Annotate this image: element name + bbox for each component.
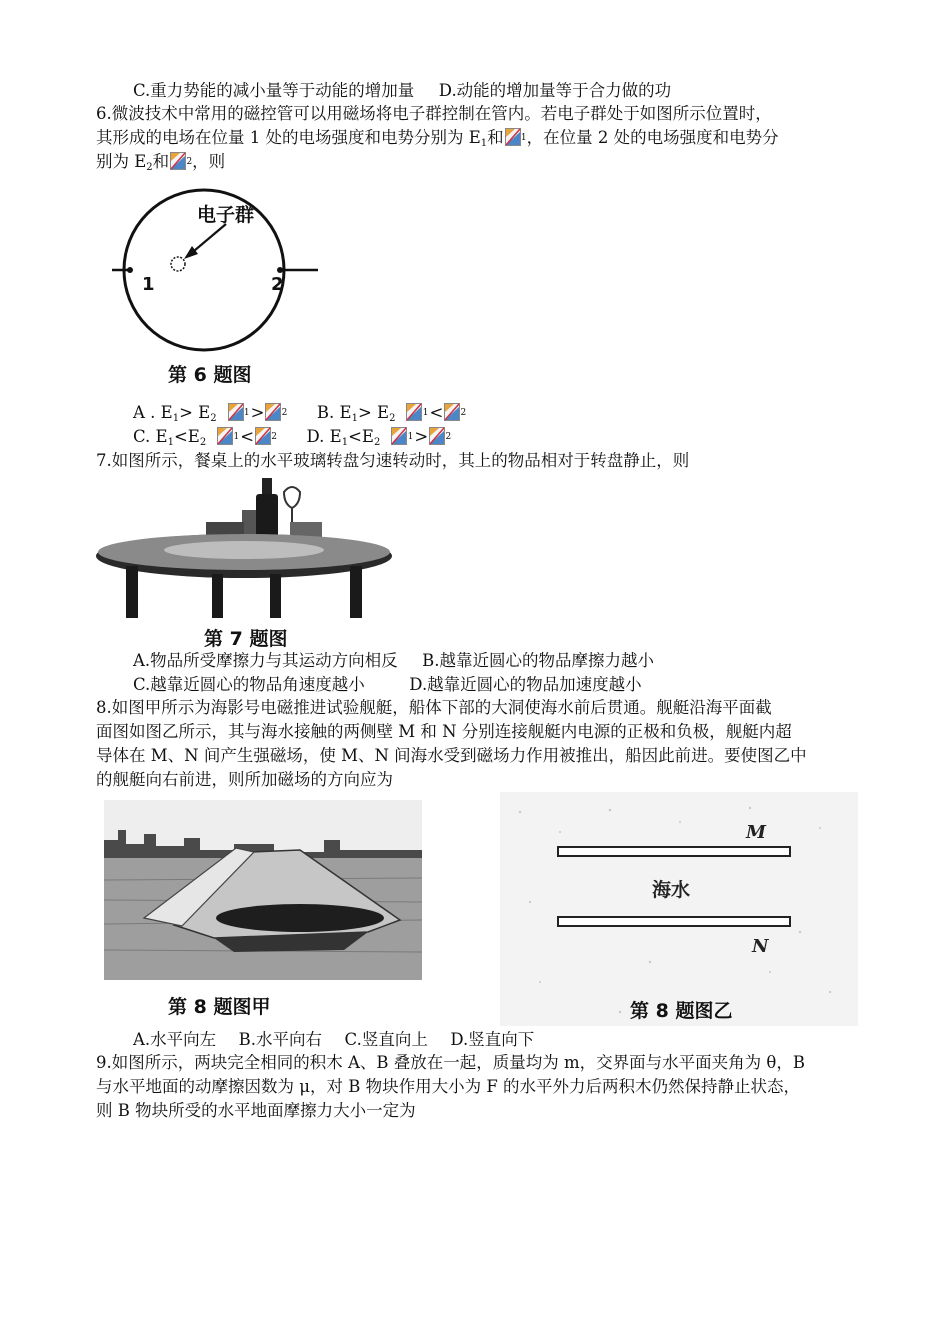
q8-figure-b-caption: 第 8 题图乙 <box>630 1000 733 1022</box>
phi-1-icon: 1 <box>391 427 407 445</box>
phi-2-icon: 2 <box>265 403 281 421</box>
q8-option-d: D.竖直向下 <box>450 1030 535 1049</box>
q6-figure-caption: 第 6 题图 <box>168 364 252 386</box>
q7-option-d: D.越靠近圆心的物品加速度越小 <box>409 675 642 694</box>
q5-option-d: D.动能的增加量等于合力做的功 <box>438 81 672 100</box>
q7-options-cd <box>133 674 642 696</box>
q8-label-seawater: 海水 <box>652 879 691 901</box>
q6-stem-line-2: 其形成的电场在位量 1 处的电场强度和电势分别为 $E_1$和 1 ，在位量 2 处的电场强度和电势分 <box>96 128 779 149</box>
q8-label-m: M <box>746 822 766 843</box>
q8-stem-line-1: 8.如图甲所示为海影号电磁推进试验舰艇，船体下部的大洞使海水前后贯通。舰艇沿海平面截 <box>96 698 772 717</box>
q7-option-c: C.越靠近圆心的物品角速度越小 <box>133 675 365 694</box>
phi-1-icon: 1 <box>217 427 233 445</box>
q7-figure-caption: 第 7 题图 <box>204 628 288 650</box>
q7-option-a: A.物品所受摩擦力与其运动方向相反 <box>133 651 398 670</box>
phi-1-icon: 1 <box>406 403 422 421</box>
phi-2-icon: 2 <box>429 427 445 445</box>
q8-stem-line-3: 导体在 M、N 间产生强磁场，使 M、N 间海水受到磁场力作用被推出，船因此前进。要使图乙中 <box>96 746 807 765</box>
q6-option-c: C. $E_1<E_2$ 1 < 2 <box>133 427 278 448</box>
q6-option-b: B. $E_1> E_2$ 1 < 2 <box>316 403 467 424</box>
q5-options-cd <box>133 80 671 102</box>
q5-option-c: C.重力势能的减小量等于动能的增加量 <box>133 81 415 100</box>
phi-1-icon: 1 <box>228 403 244 421</box>
q7-option-b: B.越靠近圆心的物品摩擦力越小 <box>422 651 655 670</box>
q8-option-b: B.水平向右 <box>238 1030 323 1049</box>
q8-stem-line-2: 面图如图乙所示，其与海水接触的两侧壁 M 和 N 分别连接舰艇内电源的正极和负极，舰艇内超 <box>96 722 792 741</box>
phi-1-icon: 1 <box>505 128 521 146</box>
q7-figure-rotating-table <box>94 470 394 620</box>
q8-options <box>133 1029 534 1051</box>
q6-label-2: 2 <box>271 274 284 295</box>
q8-option-c: C.竖直向上 <box>344 1030 428 1049</box>
q7-options-ab <box>133 650 654 672</box>
q9-stem-line-3: 则 B 物块所受的水平地面摩擦力大小一定为 <box>96 1101 416 1120</box>
phi-2-icon: 2 <box>255 427 271 445</box>
phi-2-icon: 2 <box>170 152 186 170</box>
q8-label-n: N <box>752 936 769 957</box>
q6-label-1: 1 <box>142 274 155 295</box>
q8-stem-line-4: 的舰艇向右前进，则所加磁场的方向应为 <box>96 770 393 789</box>
q6-stem-line-3: 别为 $E_2$和 2 ，则 <box>96 152 226 173</box>
q6-stem-line-1: 6.微波技术中常用的磁控管可以用磁场将电子群控制在管内。若电子群处于如图所示位置时， <box>96 104 772 123</box>
q7-stem: 7.如图所示，餐桌上的水平玻璃转盘匀速转动时，其上的物品相对于转盘静止，则 <box>96 451 690 470</box>
q8-option-a: A.水平向左 <box>133 1030 217 1049</box>
q8-figure-b-cross-section <box>500 792 858 1026</box>
q6-option-d: D. $E_1<E_2$ 1 > 2 <box>306 427 452 448</box>
q6-option-a: A . $E_1> E_2$ 1 > 2 <box>133 403 288 424</box>
q8-figure-a-ship-photo <box>104 800 422 980</box>
q9-stem-line-2: 与水平地面的动摩擦因数为 μ，对 B 物块作用大小为 F 的水平外力后两积木仍然保持静止状态， <box>96 1077 801 1096</box>
q6-label-electron-group: 电子群 <box>197 204 255 226</box>
q8-figure-a-caption: 第 8 题图甲 <box>168 996 271 1018</box>
phi-2-icon: 2 <box>444 403 460 421</box>
q9-stem-line-1: 9.如图所示，两块完全相同的积木 A、B 叠放在一起，质量均为 m，交界面与水平面夹角为 θ，B <box>96 1053 805 1072</box>
